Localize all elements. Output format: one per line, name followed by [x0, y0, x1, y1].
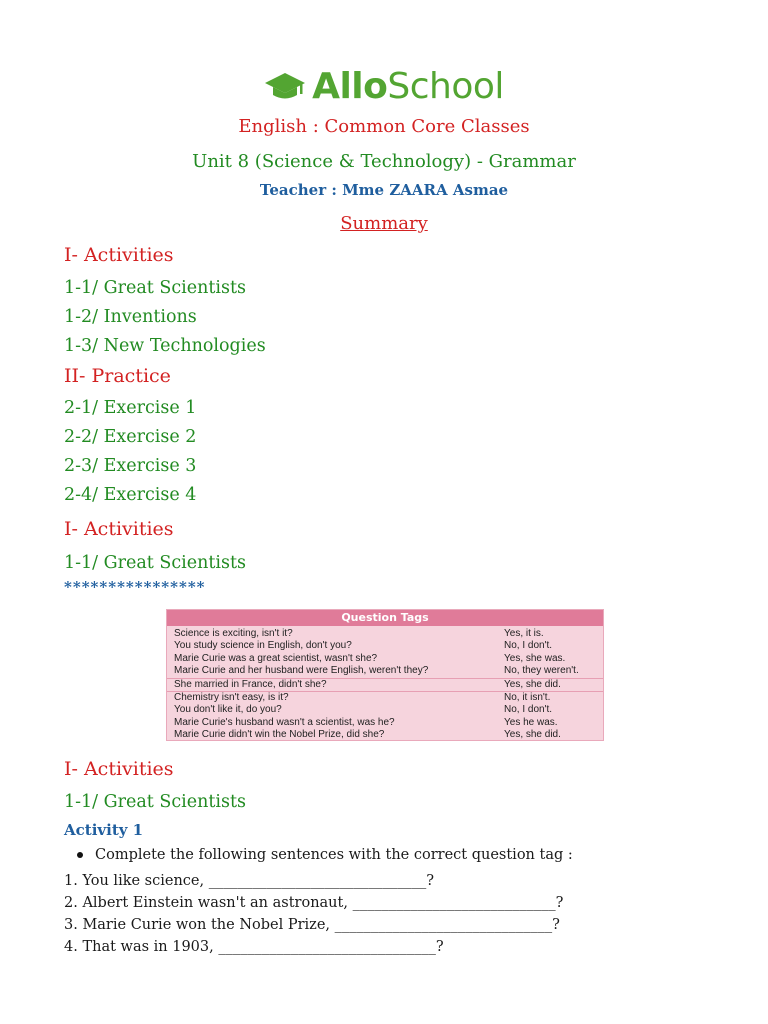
tag-answer: Yes, it is. — [504, 628, 544, 639]
course-title: English : Common Core Classes — [238, 116, 530, 137]
tag-question: You study science in English, don't you? — [174, 640, 352, 652]
tag-question: Marie Curie's husband wasn't a scientist, was he? — [174, 716, 395, 728]
teacher-name: Teacher : Mme ZAARA Asmae — [259, 181, 509, 199]
tag-answer: Yes, she did. — [504, 729, 561, 741]
section-heading: I- Activities — [64, 758, 174, 780]
alloschool-logo — [0, 66, 768, 107]
tag-answer: No, I don't. — [504, 640, 553, 652]
table-row — [167, 704, 603, 716]
tag-answer: No, it isn't. — [504, 691, 551, 703]
stars-divider: **************** — [64, 578, 206, 596]
tag-answer: No, they weren't. — [504, 665, 579, 677]
unit-title: Unit 8 (Science & Technology) - Grammar — [192, 151, 576, 172]
tag-answer: Yes he was. — [504, 716, 558, 728]
brand-name: AlloSchool — [312, 66, 504, 107]
activity-instruction: Complete the following sentences with the correct question tag : — [95, 847, 573, 863]
tag-question: Chemistry isn't easy, is it? — [174, 691, 289, 703]
summary-item: 1-1/ Great Scientists — [64, 278, 247, 298]
summary-item: 1-3/ New Technologies — [64, 336, 266, 356]
table-row — [167, 665, 603, 677]
table-row — [167, 717, 603, 729]
exercise-sentence: 3. Marie Curie won the Nobel Prize, ______________________________? — [64, 917, 560, 933]
tag-answer: Yes, she did. — [504, 678, 561, 690]
tag-question: Marie Curie didn't win the Nobel Prize, did she? — [174, 729, 385, 741]
tag-question: You don't like it, do you? — [174, 704, 282, 716]
exercise-sentence: 4. That was in 1903, ______________________________? — [64, 939, 444, 955]
table-row — [167, 628, 603, 640]
section-heading: I- Activities — [64, 518, 174, 540]
activity-title: Activity 1 — [64, 821, 144, 839]
summary-item: 2-1/ Exercise 1 — [64, 398, 197, 418]
exercise-sentence: 1. You like science, ______________________________? — [64, 873, 434, 889]
question-tags-table — [166, 609, 604, 741]
tag-question: Marie Curie was a great scientist, wasn't she? — [174, 652, 378, 664]
table-row — [167, 653, 603, 665]
summary-section-activities: I- Activities — [64, 244, 174, 266]
section-subheading: 1-1/ Great Scientists — [64, 553, 247, 573]
tag-answer: No, I don't. — [504, 704, 553, 716]
exercise-sentence: 2. Albert Einstein wasn't an astronaut, ____________________________? — [64, 895, 564, 911]
tag-answer: Yes, she was. — [504, 652, 566, 664]
table-row — [167, 678, 603, 691]
table-row — [167, 691, 603, 704]
tag-question: Science is exciting, isn't it? — [174, 628, 293, 639]
section-subheading: 1-1/ Great Scientists — [64, 792, 247, 812]
tag-question: She married in France, didn't she? — [174, 678, 327, 690]
summary-title: Summary — [340, 213, 428, 234]
graduation-cap-icon — [264, 70, 306, 104]
tag-question: Marie Curie and her husband were English, weren't they? — [174, 665, 429, 677]
table-title: Question Tags — [167, 610, 603, 626]
summary-item: 2-4/ Exercise 4 — [64, 485, 197, 505]
table-row — [167, 640, 603, 652]
table-row — [167, 729, 603, 741]
summary-item: 2-3/ Exercise 3 — [64, 456, 197, 476]
summary-section-practice: II- Practice — [64, 365, 171, 387]
bullet-icon — [77, 852, 83, 858]
summary-item: 2-2/ Exercise 2 — [64, 427, 197, 447]
summary-item: 1-2/ Inventions — [64, 307, 197, 327]
